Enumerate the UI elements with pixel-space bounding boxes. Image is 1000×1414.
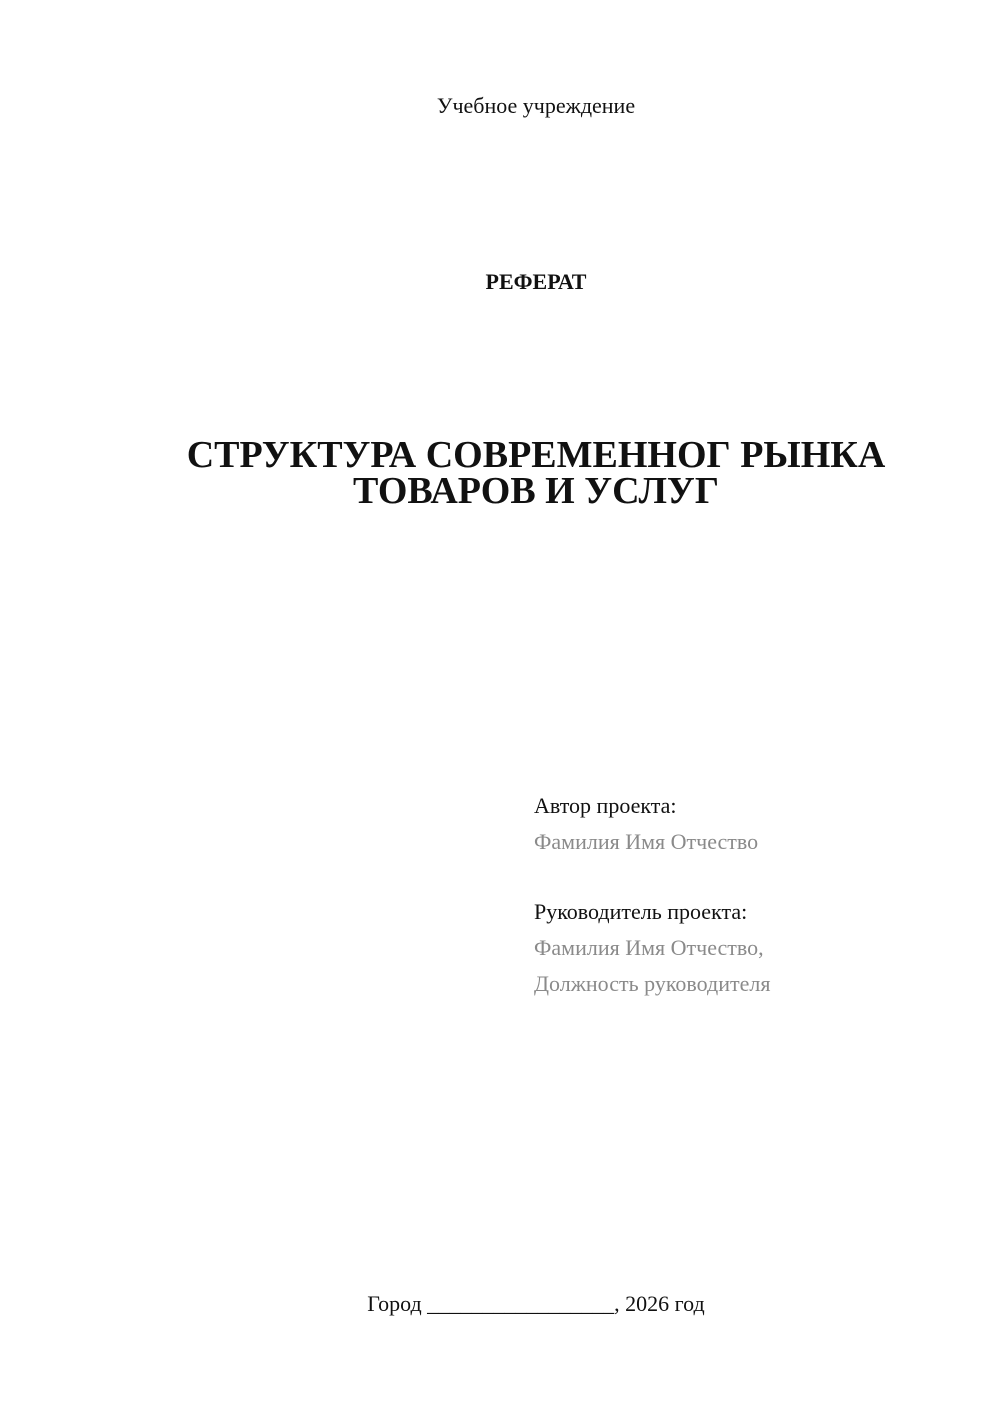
- institution-name: Учебное учреждение: [436, 93, 636, 118]
- info-spacer: [534, 860, 770, 894]
- document-title: [0, 434, 1000, 512]
- supervisor-name: Фамилия Имя Отчество,: [534, 935, 764, 960]
- title-line-2: ТОВАРОВ И УСЛУГ: [352, 470, 719, 512]
- author-label: Автор проекта:: [534, 793, 677, 818]
- project-info-block: [534, 788, 770, 1002]
- supervisor-position: Должность руководителя: [534, 971, 771, 996]
- author-name: Фамилия Имя Отчество: [534, 829, 759, 854]
- supervisor-label: Руководитель проекта:: [534, 899, 748, 924]
- document-type: РЕФЕРАТ: [485, 269, 587, 294]
- title-line-1: СТРУКТУРА СОВРЕМЕННОГ РЫНКА: [186, 434, 886, 476]
- city-year-line: Город _________________, 2026 год: [367, 1291, 705, 1316]
